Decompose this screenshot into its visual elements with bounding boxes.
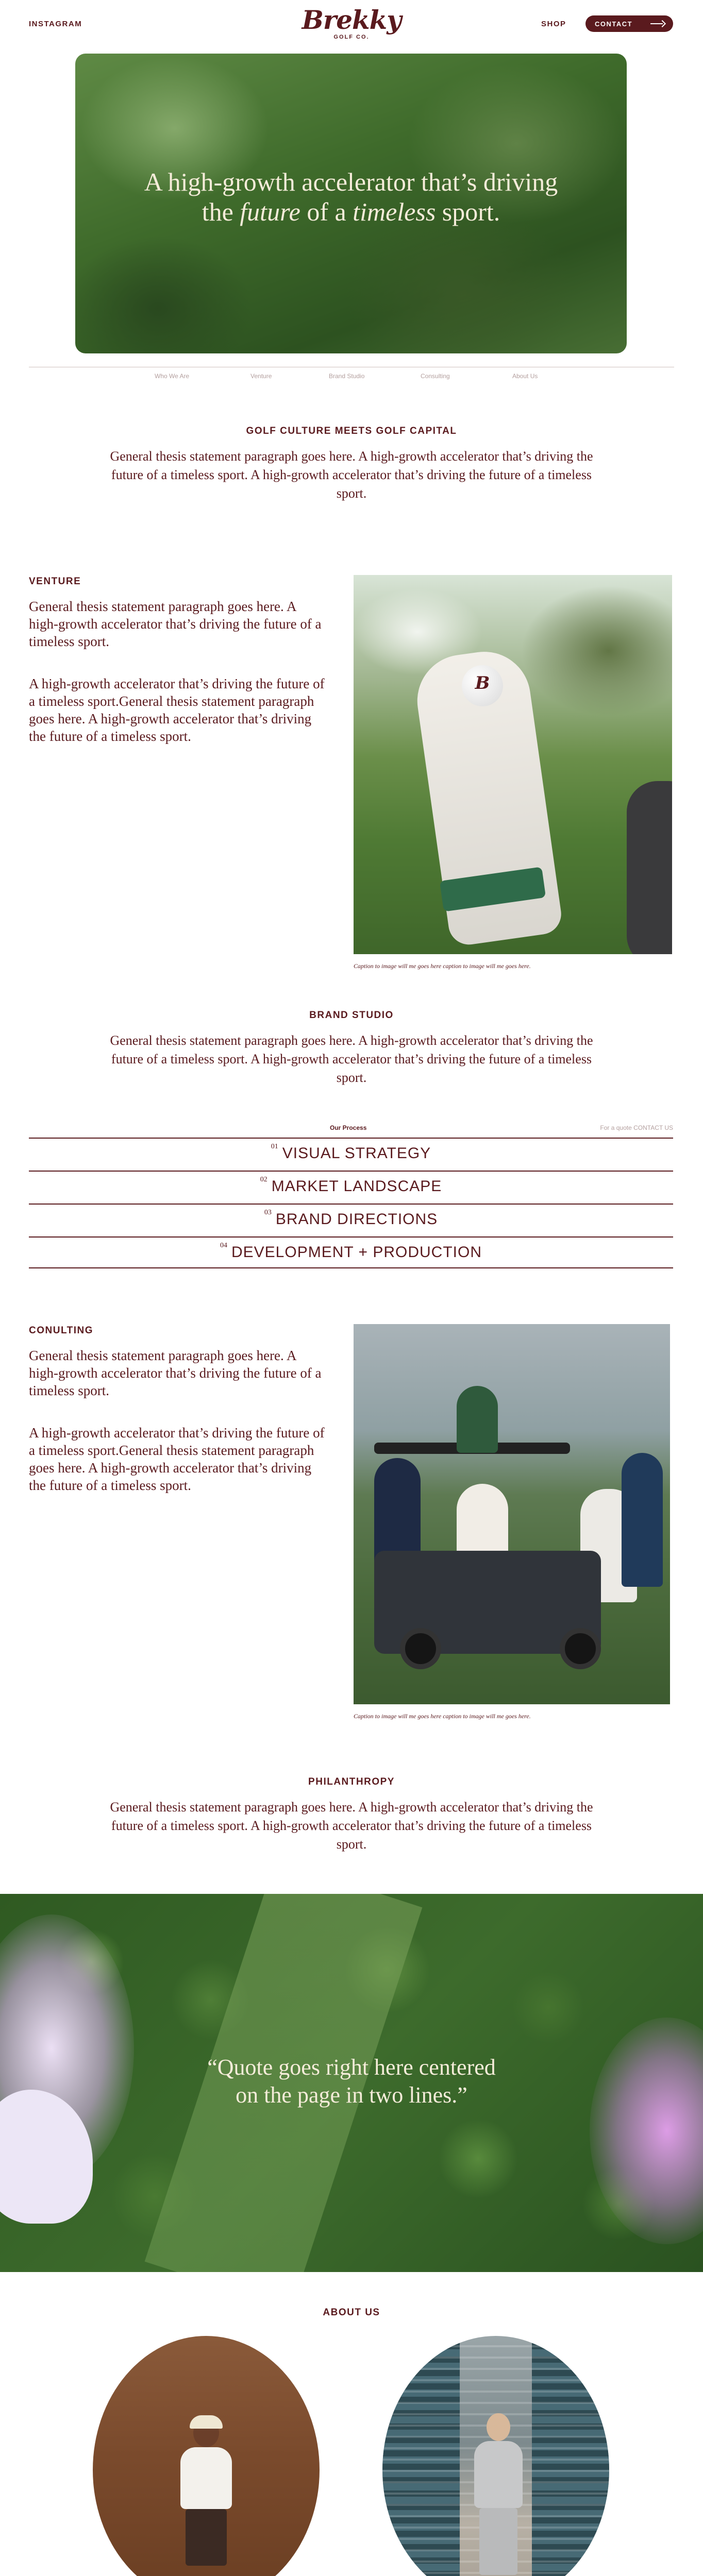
venture-paragraph-1: General thesis statement paragraph goes here. A high-growth accelerator that’s driving the future of a timeless sport. — [29, 599, 322, 649]
brand-logo[interactable] — [299, 7, 404, 43]
person-shape — [457, 1386, 498, 1453]
member-photo — [93, 2336, 320, 2576]
step-label: MARKET LANDSCAPE — [271, 1178, 442, 1195]
brand-b-icon: B — [475, 673, 490, 693]
person-shape — [175, 2418, 237, 2573]
brand-studio-heading: BRAND STUDIO — [309, 1010, 394, 1021]
process-header — [29, 1120, 673, 1138]
venture-image — [354, 575, 672, 954]
quote-text — [0, 2054, 703, 2109]
step-label: DEVELOPMENT + PRODUCTION — [231, 1244, 482, 1261]
brand-studio-paragraph: General thesis statement paragraph goes here. A high-growth accelerator that’s driving the future of a timeless sport. A high-growth accelerator that’s driving the future of a timeless sport. — [110, 1033, 593, 1085]
process-title: Our Process — [330, 1124, 367, 1131]
golf-capital-heading: GOLF CULTURE MEETS GOLF CAPITAL — [246, 426, 457, 436]
consulting-heading: CONULTING — [29, 1325, 94, 1336]
subnav-who-we-are[interactable]: Who We Are — [155, 372, 190, 380]
member-photo — [382, 2336, 609, 2576]
wheel-shape — [560, 1628, 601, 1669]
quote-line-1: “Quote goes right here centered — [207, 2055, 496, 2080]
consulting-image — [354, 1324, 670, 1704]
subnav-brand-studio[interactable]: Brand Studio — [329, 372, 365, 380]
instagram-link[interactable]: INSTAGRAM — [29, 20, 82, 28]
consulting-paragraph-1: General thesis statement paragraph goes here. A high-growth accelerator that’s driving the future of a timeless sport. — [29, 1348, 322, 1398]
section-subnav — [29, 367, 674, 379]
hero-banner — [75, 54, 627, 353]
hero-emphasis-future: future — [240, 197, 300, 226]
venture-paragraph-2: A high-growth accelerator that’s driving the future of a timeless sport.General thesis statement paragraph goes here. A high-growth accelerator that’s driving the future of a timeless sport. — [29, 676, 325, 744]
step-label: VISUAL STRATEGY — [282, 1145, 431, 1162]
consulting-image-caption: Caption to image will me goes here caption to image will me goes here. — [354, 1713, 531, 1720]
hero-line-1: A high-growth accelerator that’s driving — [144, 167, 558, 196]
about-heading: ABOUT US — [323, 2307, 380, 2318]
quote-banner — [0, 1894, 703, 2272]
hero-line-2-mid: of a — [300, 197, 353, 226]
contact-button-label: CONTACT — [595, 20, 633, 28]
consulting-paragraph-2: A high-growth accelerator that’s driving the future of a timeless sport.General thesis statement paragraph goes here. A high-growth accelerator that’s driving the future of a timeless sport. — [29, 1425, 325, 1493]
arm-shape — [627, 781, 672, 954]
person-shape — [622, 1453, 663, 1587]
step-number: 01 — [271, 1143, 278, 1150]
step-label: BRAND DIRECTIONS — [275, 1211, 438, 1228]
golf-capital-paragraph: General thesis statement paragraph goes here. A high-growth accelerator that’s driving the future of a timeless sport. A high-growth accelerator that’s driving the future of a timeless sport. — [110, 449, 593, 501]
venture-image-caption: Caption to image will me goes here caption to image will me goes here. — [354, 962, 531, 970]
logo-subtitle: GOLF CO. — [333, 34, 370, 40]
process-step[interactable] — [29, 1138, 673, 1170]
quote-contact-link[interactable]: For a quote CONTACT US — [600, 1124, 673, 1131]
step-number: 03 — [264, 1209, 272, 1216]
logo-wordmark: Brekky — [302, 5, 401, 35]
quote-line-2: on the page in two lines.” — [236, 2082, 467, 2108]
process-step[interactable] — [29, 1236, 673, 1268]
site-header — [0, 0, 703, 49]
contact-button[interactable] — [585, 15, 673, 32]
step-number: 02 — [260, 1176, 267, 1183]
step-number: 04 — [220, 1242, 227, 1249]
arrow-right-icon — [650, 21, 666, 27]
philanthropy-paragraph: General thesis statement paragraph goes here. A high-growth accelerator that’s driving the future of a timeless sport. A high-growth accelerator that’s driving the future of a timeless sport. — [110, 1800, 593, 1852]
person-shape — [470, 2413, 527, 2576]
process-step[interactable] — [29, 1171, 673, 1202]
process-step[interactable] — [29, 1204, 673, 1235]
subnav-about-us[interactable]: About Us — [512, 372, 538, 380]
philanthropy-heading: PHILANTHROPY — [308, 1776, 395, 1787]
hero-line-2-pre: the — [202, 197, 240, 226]
hero-line-2-post: sport. — [436, 197, 500, 226]
hero-emphasis-timeless: timeless — [353, 197, 436, 226]
venture-heading: VENTURE — [29, 576, 81, 587]
wheel-shape — [400, 1628, 441, 1669]
subnav-consulting[interactable]: Consulting — [421, 372, 450, 380]
hero-title — [75, 167, 627, 227]
shop-link[interactable]: SHOP — [541, 20, 566, 28]
subnav-venture[interactable]: Venture — [250, 372, 272, 380]
light-glow-right — [590, 2018, 703, 2244]
